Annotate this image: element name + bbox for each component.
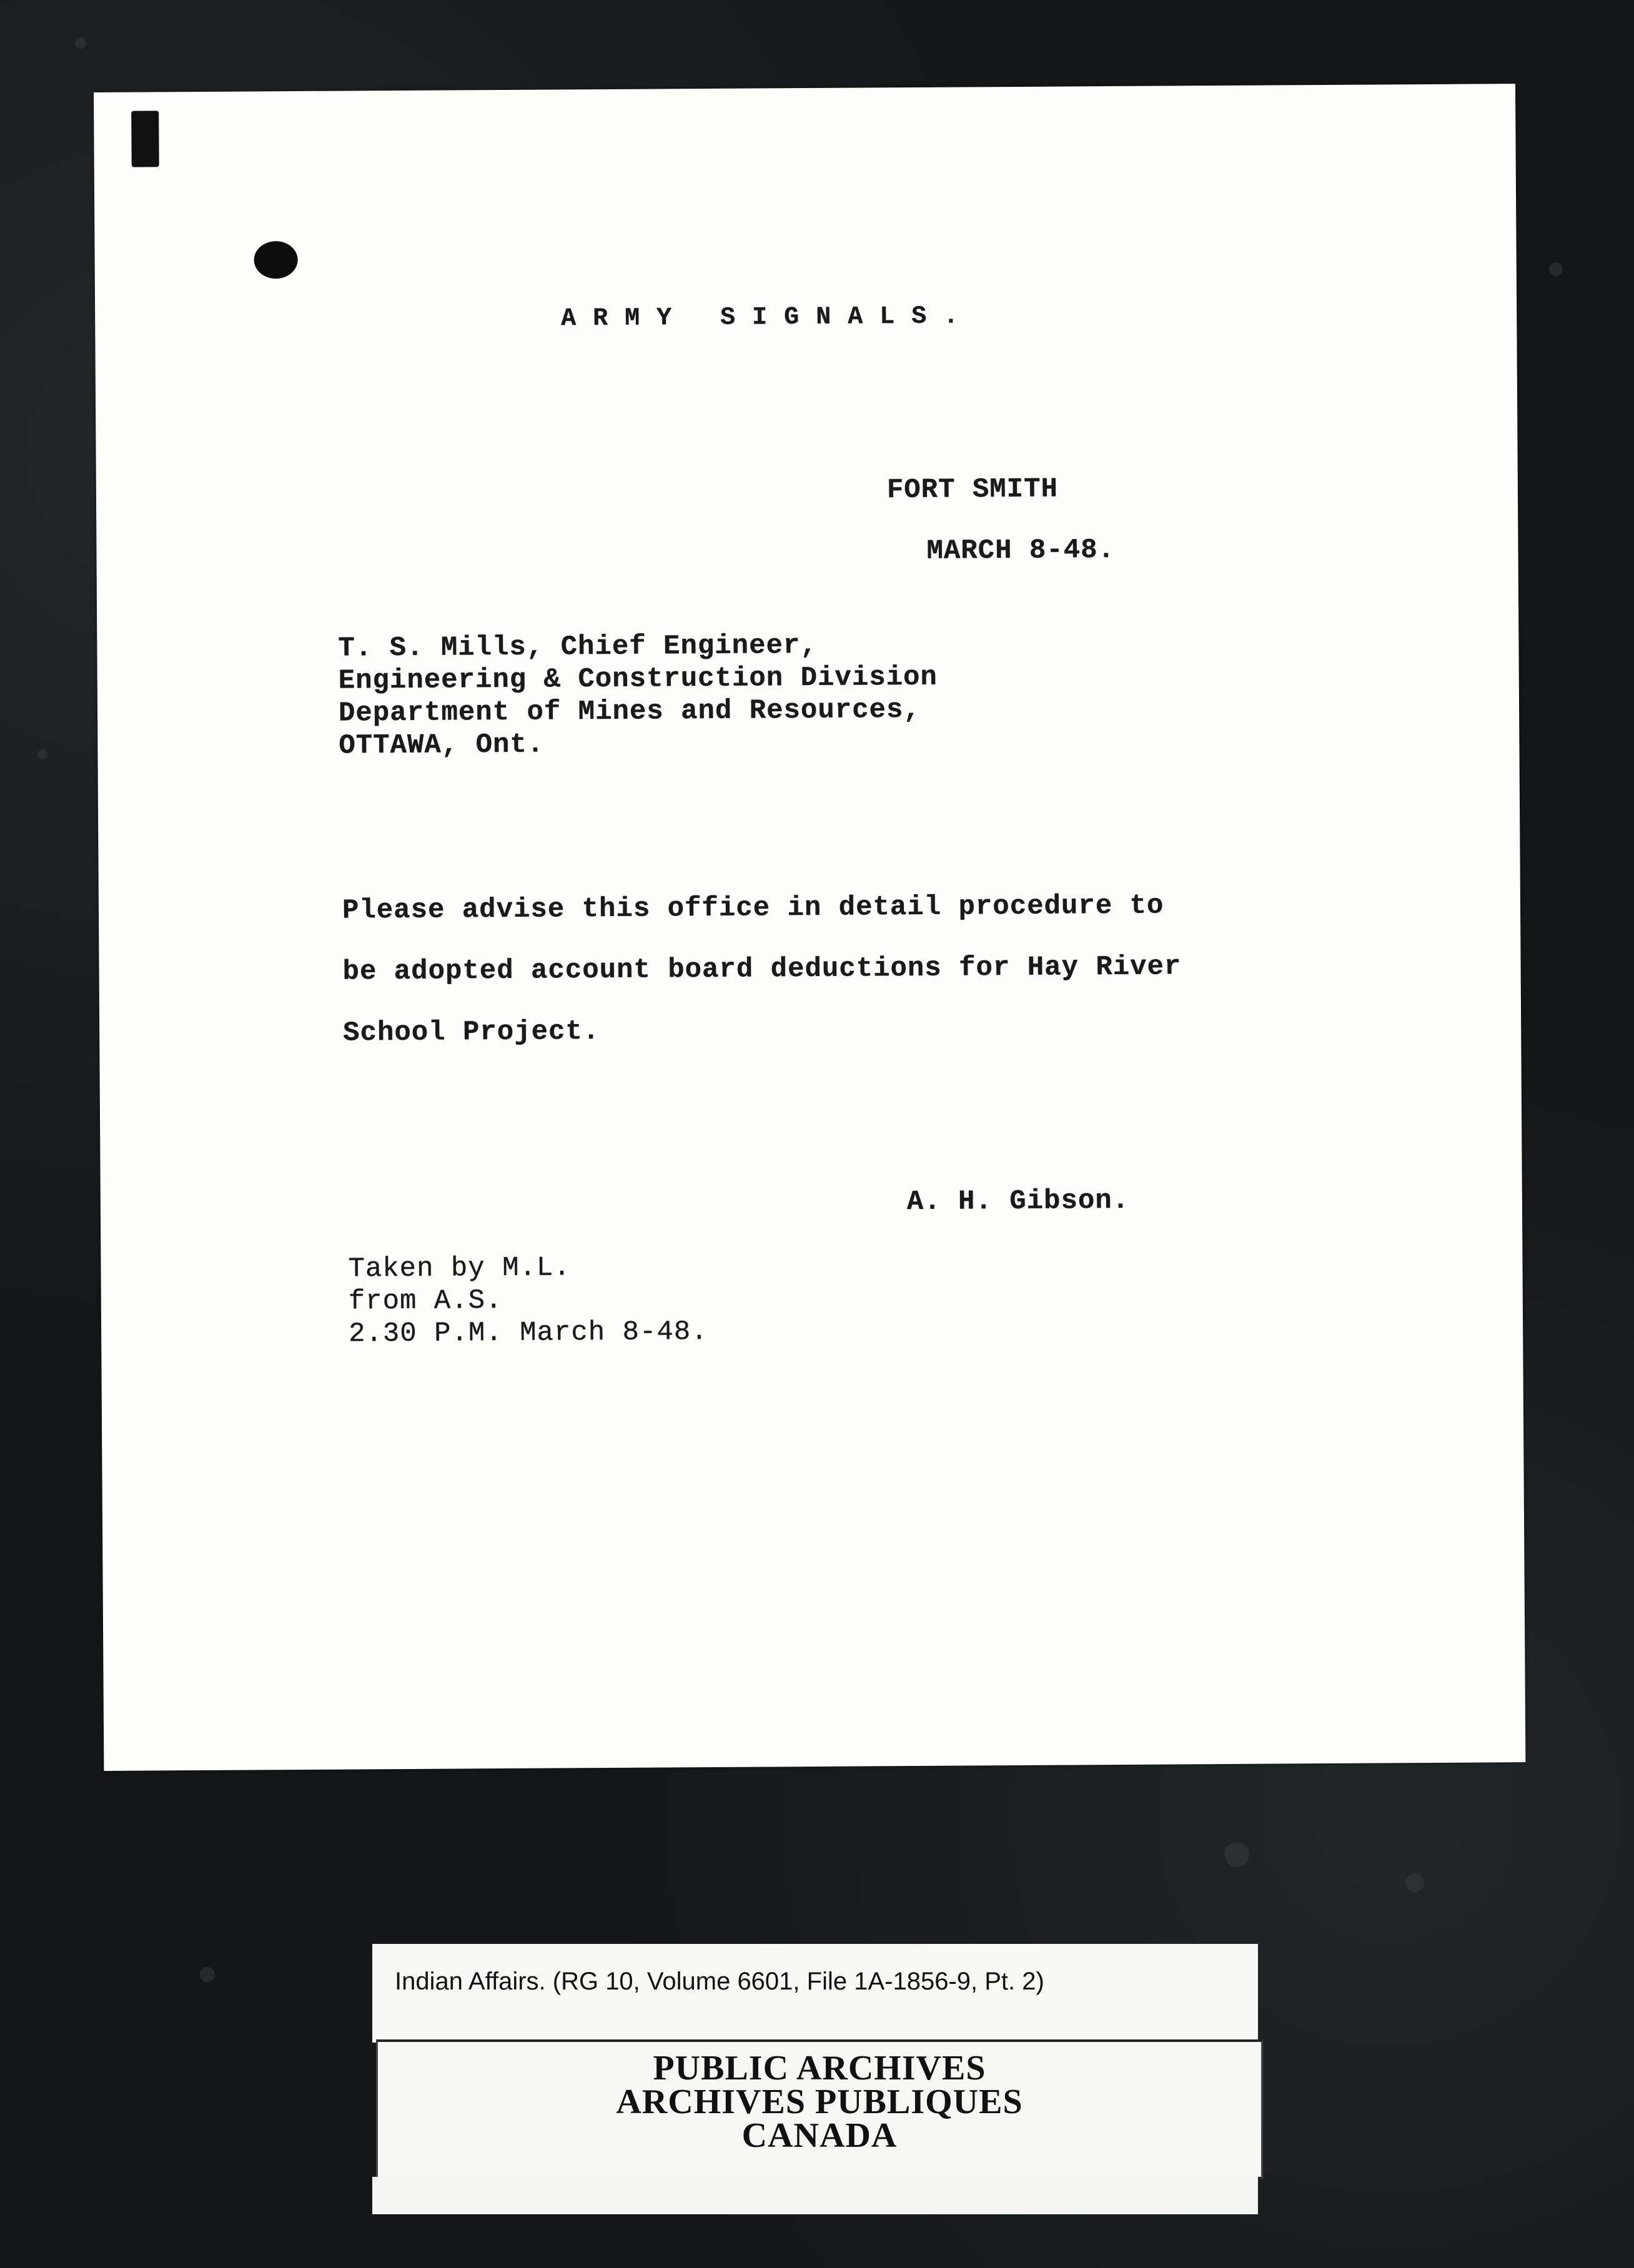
archive-reference: Indian Affairs. (RG 10, Volume 6601, File 1A-1856-9, Pt. 2): [395, 1968, 1044, 1995]
body-line: Please advise this office in detail procedure to: [342, 890, 1164, 927]
transmission-note-line: Taken by M.L.: [348, 1252, 571, 1285]
body-line: be adopted account board deductions for Hay River: [342, 951, 1182, 988]
film-speck: [37, 749, 47, 759]
transmission-note-line: 2.30 P.M. March 8-48.: [349, 1316, 708, 1350]
transmission-note-line: from A.S.: [348, 1285, 503, 1318]
signature: A. H. Gibson.: [906, 1185, 1130, 1218]
sender-location: FORT SMITH: [886, 473, 1059, 506]
film-speck: [1549, 262, 1563, 276]
film-speck: [200, 1967, 215, 1982]
page-corner-mark: [131, 111, 159, 167]
film-speck: [75, 37, 86, 49]
archive-reference-label: [372, 1944, 1258, 2043]
address-line: T. S. Mills, Chief Engineer,: [338, 629, 818, 664]
stamp-line: PUBLIC ARCHIVES: [653, 2049, 986, 2088]
body-line: School Project.: [343, 1016, 600, 1049]
letter-date: MARCH 8-48.: [926, 535, 1116, 567]
archive-stamp: [376, 2039, 1263, 2179]
address-line: OTTAWA, Ont.: [339, 729, 545, 762]
label-strip: [372, 2177, 1258, 2214]
address-line: Department of Mines and Resources,: [338, 694, 921, 729]
address-line: Engineering & Construction Division: [338, 661, 938, 697]
stamp-line: ARCHIVES PUBLIQUES: [616, 2083, 1023, 2121]
stamp-line: CANADA: [741, 2116, 898, 2155]
film-speck: [1224, 1842, 1249, 1867]
letter-page: [94, 84, 1525, 1771]
punch-hole: [254, 241, 297, 279]
letterhead-title: ARMY SIGNALS.: [561, 302, 976, 333]
film-speck: [1405, 1873, 1424, 1892]
